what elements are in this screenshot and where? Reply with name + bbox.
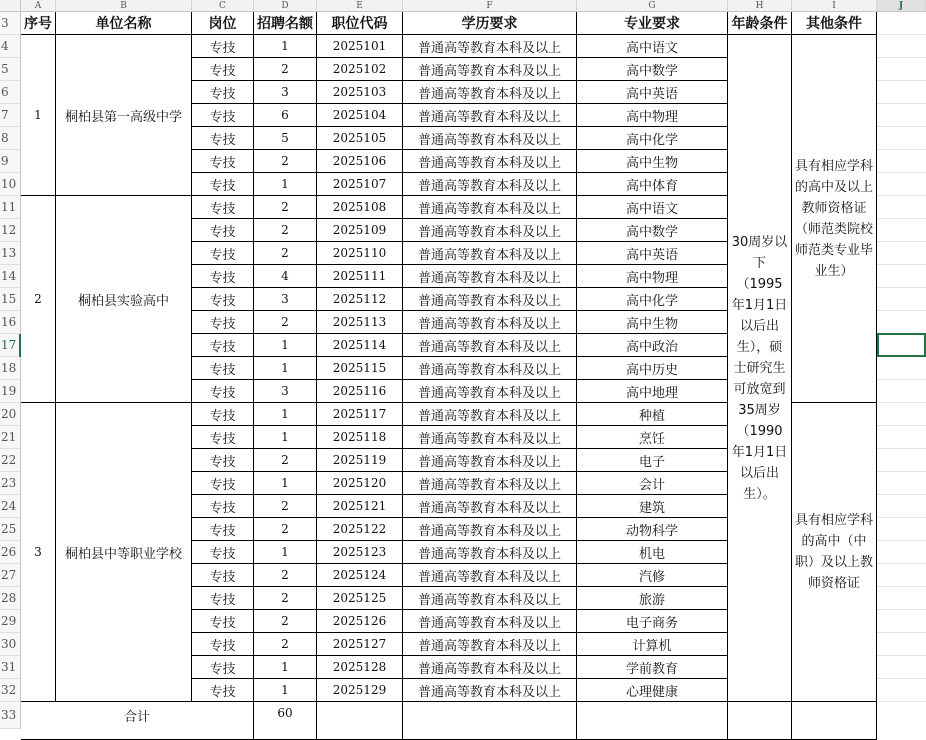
- major-cell: 高中物理: [577, 104, 728, 127]
- post-cell: 专技: [192, 196, 254, 219]
- post-cell: 专技: [192, 472, 254, 495]
- total-empty-cell: [728, 702, 792, 740]
- unit-seq: 2: [21, 196, 56, 403]
- row-header-9[interactable]: 9: [0, 150, 21, 173]
- education-cell: 普通高等教育本科及以上: [403, 265, 577, 288]
- row-header-10[interactable]: 10: [0, 173, 21, 196]
- education-cell: 普通高等教育本科及以上: [403, 633, 577, 656]
- gridline: [877, 195, 926, 196]
- header-unit: 单位名称: [56, 12, 192, 35]
- row-header-4[interactable]: 4: [0, 35, 21, 58]
- education-cell: 普通高等教育本科及以上: [403, 679, 577, 702]
- row-header-24[interactable]: 24: [0, 495, 21, 518]
- row-header-23[interactable]: 23: [0, 472, 21, 495]
- code-cell: 2025111: [317, 265, 403, 288]
- quota-cell: 1: [254, 173, 317, 196]
- total-empty-cell: [577, 702, 728, 740]
- gridline: [877, 655, 926, 656]
- column-header-b[interactable]: B: [56, 0, 192, 12]
- gridline: [877, 448, 926, 449]
- row-header-3[interactable]: 3: [0, 12, 21, 35]
- column-header-d[interactable]: D: [254, 0, 317, 12]
- education-cell: 普通高等教育本科及以上: [403, 426, 577, 449]
- row-header-27[interactable]: 27: [0, 564, 21, 587]
- post-cell: 专技: [192, 58, 254, 81]
- row-header-13[interactable]: 13: [0, 242, 21, 265]
- gridline: [877, 517, 926, 518]
- major-cell: 会计: [577, 472, 728, 495]
- code-cell: 2025115: [317, 357, 403, 380]
- major-cell: 高中体育: [577, 173, 728, 196]
- major-cell: 心理健康: [577, 679, 728, 702]
- code-cell: 2025108: [317, 196, 403, 219]
- header-edu: 学历要求: [403, 12, 577, 35]
- quota-cell: 1: [254, 679, 317, 702]
- education-cell: 普通高等教育本科及以上: [403, 150, 577, 173]
- row-header-12[interactable]: 12: [0, 219, 21, 242]
- post-cell: 专技: [192, 541, 254, 564]
- gridline: [877, 494, 926, 495]
- code-cell: 2025118: [317, 426, 403, 449]
- major-cell: 高中生物: [577, 150, 728, 173]
- education-cell: 普通高等教育本科及以上: [403, 311, 577, 334]
- code-cell: 2025122: [317, 518, 403, 541]
- header-age: 年龄条件: [728, 12, 792, 35]
- code-cell: 2025117: [317, 403, 403, 426]
- quota-cell: 1: [254, 541, 317, 564]
- code-cell: 2025126: [317, 610, 403, 633]
- row-header-33[interactable]: 33: [0, 702, 21, 729]
- active-cell-j17[interactable]: [877, 333, 926, 357]
- gridline: [877, 218, 926, 219]
- code-cell: 2025104: [317, 104, 403, 127]
- post-cell: 专技: [192, 679, 254, 702]
- post-cell: 专技: [192, 35, 254, 58]
- education-cell: 普通高等教育本科及以上: [403, 656, 577, 679]
- row-header-29[interactable]: 29: [0, 610, 21, 633]
- quota-cell: 1: [254, 35, 317, 58]
- major-cell: 高中语文: [577, 196, 728, 219]
- major-cell: 机电: [577, 541, 728, 564]
- post-cell: 专技: [192, 104, 254, 127]
- education-cell: 普通高等教育本科及以上: [403, 610, 577, 633]
- quota-cell: 1: [254, 656, 317, 679]
- post-cell: 专技: [192, 173, 254, 196]
- post-cell: 专技: [192, 334, 254, 357]
- quota-cell: 2: [254, 610, 317, 633]
- gridline: [877, 57, 926, 58]
- quota-cell: 2: [254, 196, 317, 219]
- code-cell: 2025120: [317, 472, 403, 495]
- quota-cell: 6: [254, 104, 317, 127]
- code-cell: 2025127: [317, 633, 403, 656]
- education-cell: 普通高等教育本科及以上: [403, 288, 577, 311]
- post-cell: 专技: [192, 357, 254, 380]
- post-cell: 专技: [192, 242, 254, 265]
- education-cell: 普通高等教育本科及以上: [403, 495, 577, 518]
- header-code: 职位代码: [317, 12, 403, 35]
- code-cell: 2025121: [317, 495, 403, 518]
- quota-cell: 2: [254, 242, 317, 265]
- row-header-5[interactable]: 5: [0, 58, 21, 81]
- quota-cell: 1: [254, 426, 317, 449]
- education-cell: 普通高等教育本科及以上: [403, 196, 577, 219]
- row-header-17[interactable]: 17: [0, 334, 21, 357]
- gridline: [877, 540, 926, 541]
- education-cell: 普通高等教育本科及以上: [403, 242, 577, 265]
- major-cell: 高中化学: [577, 127, 728, 150]
- header-post: 岗位: [192, 12, 254, 35]
- other-condition-vocational: 具有相应学科的高中（中职）及以上教师资格证: [792, 403, 877, 702]
- post-cell: 专技: [192, 633, 254, 656]
- quota-cell: 1: [254, 403, 317, 426]
- major-cell: 高中物理: [577, 265, 728, 288]
- quota-cell: 2: [254, 311, 317, 334]
- code-cell: 2025125: [317, 587, 403, 610]
- code-cell: 2025101: [317, 35, 403, 58]
- post-cell: 专技: [192, 288, 254, 311]
- education-cell: 普通高等教育本科及以上: [403, 564, 577, 587]
- quota-cell: 2: [254, 633, 317, 656]
- education-cell: 普通高等教育本科及以上: [403, 334, 577, 357]
- row-header-21[interactable]: 21: [0, 426, 21, 449]
- row-header-11[interactable]: 11: [0, 196, 21, 219]
- post-cell: 专技: [192, 426, 254, 449]
- gridline: [877, 126, 926, 127]
- column-header-a[interactable]: A: [21, 0, 56, 12]
- row-header-32[interactable]: 32: [0, 679, 21, 702]
- gridline: [877, 402, 926, 403]
- post-cell: 专技: [192, 219, 254, 242]
- row-header-16[interactable]: 16: [0, 311, 21, 334]
- code-cell: 2025105: [317, 127, 403, 150]
- row-header-30[interactable]: 30: [0, 633, 21, 656]
- quota-cell: 2: [254, 587, 317, 610]
- post-cell: 专技: [192, 610, 254, 633]
- code-cell: 2025129: [317, 679, 403, 702]
- row-header-15[interactable]: 15: [0, 288, 21, 311]
- quota-cell: 3: [254, 380, 317, 403]
- quota-cell: 2: [254, 449, 317, 472]
- row-header-14[interactable]: 14: [0, 265, 21, 288]
- post-cell: 专技: [192, 449, 254, 472]
- quota-cell: 3: [254, 288, 317, 311]
- column-header-e[interactable]: E: [317, 0, 403, 12]
- post-cell: 专技: [192, 380, 254, 403]
- post-cell: 专技: [192, 311, 254, 334]
- column-header-j[interactable]: J: [877, 0, 926, 12]
- quota-cell: 2: [254, 58, 317, 81]
- code-cell: 2025102: [317, 58, 403, 81]
- major-cell: 旅游: [577, 587, 728, 610]
- quota-cell: 1: [254, 472, 317, 495]
- row-header-8[interactable]: 8: [0, 127, 21, 150]
- age-condition: 30周岁以下（1995年1月1日以后出生），硕士研究生可放宽到35周岁（1990年1月1日以后出生）。: [728, 35, 792, 702]
- column-header-g[interactable]: G: [577, 0, 728, 12]
- quota-cell: 1: [254, 357, 317, 380]
- total-empty-cell: [792, 702, 877, 740]
- unit-name: 桐柏县中等职业学校: [56, 403, 192, 702]
- major-cell: 汽修: [577, 564, 728, 587]
- major-cell: 高中数学: [577, 219, 728, 242]
- column-header-h[interactable]: H: [728, 0, 792, 12]
- major-cell: 电子: [577, 449, 728, 472]
- major-cell: 动物科学: [577, 518, 728, 541]
- total-empty-cell: [317, 702, 403, 740]
- education-cell: 普通高等教育本科及以上: [403, 403, 577, 426]
- major-cell: 高中英语: [577, 81, 728, 104]
- code-cell: 2025112: [317, 288, 403, 311]
- unit-seq: 3: [21, 403, 56, 702]
- post-cell: 专技: [192, 564, 254, 587]
- education-cell: 普通高等教育本科及以上: [403, 541, 577, 564]
- code-cell: 2025106: [317, 150, 403, 173]
- post-cell: 专技: [192, 150, 254, 173]
- code-cell: 2025116: [317, 380, 403, 403]
- gridline: [877, 287, 926, 288]
- major-cell: 烹饪: [577, 426, 728, 449]
- header-major: 专业要求: [577, 12, 728, 35]
- row-header-18[interactable]: 18: [0, 357, 21, 380]
- post-cell: 专技: [192, 81, 254, 104]
- major-cell: 高中地理: [577, 380, 728, 403]
- unit-seq: 1: [21, 35, 56, 196]
- post-cell: 专技: [192, 518, 254, 541]
- header-other: 其他条件: [792, 12, 877, 35]
- row-header-31[interactable]: 31: [0, 656, 21, 679]
- major-cell: 学前教育: [577, 656, 728, 679]
- unit-name: 桐柏县实验高中: [56, 196, 192, 403]
- row-header-28[interactable]: 28: [0, 587, 21, 610]
- gridline: [877, 172, 926, 173]
- gridline: [877, 34, 926, 35]
- post-cell: 专技: [192, 587, 254, 610]
- code-cell: 2025123: [317, 541, 403, 564]
- gridline: [877, 563, 926, 564]
- gridline: [877, 379, 926, 380]
- major-cell: 高中语文: [577, 35, 728, 58]
- row-header-25[interactable]: 25: [0, 518, 21, 541]
- code-cell: 2025109: [317, 219, 403, 242]
- post-cell: 专技: [192, 265, 254, 288]
- gridline: [877, 425, 926, 426]
- row-header-19[interactable]: 19: [0, 380, 21, 403]
- education-cell: 普通高等教育本科及以上: [403, 219, 577, 242]
- gridline: [877, 701, 926, 702]
- gridline: [877, 80, 926, 81]
- total-value: 60: [254, 702, 317, 740]
- row-header-26[interactable]: 26: [0, 541, 21, 564]
- major-cell: 高中政治: [577, 334, 728, 357]
- row-header-20[interactable]: 20: [0, 403, 21, 426]
- row-header-22[interactable]: 22: [0, 449, 21, 472]
- post-cell: 专技: [192, 656, 254, 679]
- code-cell: 2025103: [317, 81, 403, 104]
- gridline: [877, 241, 926, 242]
- gridline: [877, 632, 926, 633]
- major-cell: 高中生物: [577, 311, 728, 334]
- column-header-i[interactable]: I: [792, 0, 877, 12]
- code-cell: 2025110: [317, 242, 403, 265]
- code-cell: 2025124: [317, 564, 403, 587]
- select-all-corner[interactable]: [0, 0, 21, 12]
- quota-cell: 2: [254, 150, 317, 173]
- gridline: [877, 310, 926, 311]
- major-cell: 高中历史: [577, 357, 728, 380]
- major-cell: 种植: [577, 403, 728, 426]
- code-cell: 2025119: [317, 449, 403, 472]
- quota-cell: 2: [254, 518, 317, 541]
- education-cell: 普通高等教育本科及以上: [403, 173, 577, 196]
- education-cell: 普通高等教育本科及以上: [403, 104, 577, 127]
- other-condition-high-school: 具有相应学科的高中及以上教师资格证（师范类院校师范类专业毕业生）: [792, 35, 877, 403]
- major-cell: 高中英语: [577, 242, 728, 265]
- unit-name: 桐柏县第一高级中学: [56, 35, 192, 196]
- education-cell: 普通高等教育本科及以上: [403, 81, 577, 104]
- post-cell: 专技: [192, 127, 254, 150]
- header-seq: 序号: [21, 12, 56, 35]
- gridline: [877, 149, 926, 150]
- education-cell: 普通高等教育本科及以上: [403, 127, 577, 150]
- gridline: [877, 471, 926, 472]
- major-cell: 电子商务: [577, 610, 728, 633]
- major-cell: 计算机: [577, 633, 728, 656]
- major-cell: 高中化学: [577, 288, 728, 311]
- code-cell: 2025107: [317, 173, 403, 196]
- post-cell: 专技: [192, 403, 254, 426]
- gridline: [877, 103, 926, 104]
- education-cell: 普通高等教育本科及以上: [403, 35, 577, 58]
- major-cell: 建筑: [577, 495, 728, 518]
- header-quota: 招聘名额: [254, 12, 317, 35]
- total-empty-cell: [403, 702, 577, 740]
- post-cell: 专技: [192, 495, 254, 518]
- major-cell: 高中数学: [577, 58, 728, 81]
- education-cell: 普通高等教育本科及以上: [403, 380, 577, 403]
- column-header-c[interactable]: C: [192, 0, 254, 12]
- quota-cell: 5: [254, 127, 317, 150]
- code-cell: 2025114: [317, 334, 403, 357]
- education-cell: 普通高等教育本科及以上: [403, 587, 577, 610]
- education-cell: 普通高等教育本科及以上: [403, 58, 577, 81]
- gridline: [877, 264, 926, 265]
- quota-cell: 2: [254, 219, 317, 242]
- code-cell: 2025128: [317, 656, 403, 679]
- education-cell: 普通高等教育本科及以上: [403, 357, 577, 380]
- row-header-7[interactable]: 7: [0, 104, 21, 127]
- quota-cell: 4: [254, 265, 317, 288]
- education-cell: 普通高等教育本科及以上: [403, 472, 577, 495]
- quota-cell: 3: [254, 81, 317, 104]
- education-cell: 普通高等教育本科及以上: [403, 449, 577, 472]
- quota-cell: 2: [254, 495, 317, 518]
- gridline: [877, 609, 926, 610]
- education-cell: 普通高等教育本科及以上: [403, 518, 577, 541]
- gridline: [877, 586, 926, 587]
- total-label: 合计: [21, 702, 254, 740]
- column-header-f[interactable]: F: [403, 0, 577, 12]
- quota-cell: 1: [254, 334, 317, 357]
- gridline: [877, 678, 926, 679]
- row-header-6[interactable]: 6: [0, 81, 21, 104]
- quota-cell: 2: [254, 564, 317, 587]
- code-cell: 2025113: [317, 311, 403, 334]
